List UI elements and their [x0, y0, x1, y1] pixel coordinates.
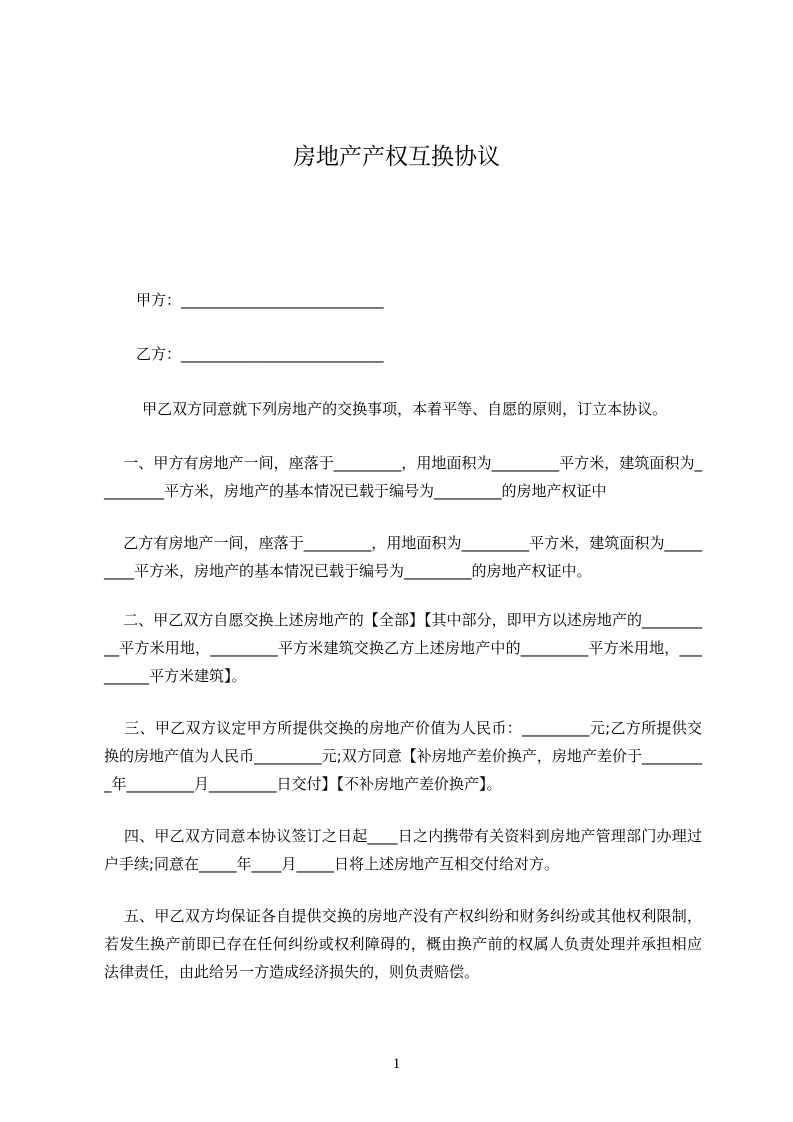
- document-title: 房地产产权互换协议: [293, 144, 500, 170]
- clause-1-party-b: 乙方有房地产一间，座落于_________，用地面积为_________平方米，建筑面积为_________平方米，房地产的基本情况已载于编号为_________的房地产权证中。: [104, 534, 702, 580]
- clause-2: 二、甲乙双方自愿交换上述房地产的【全部】【其中部分，即甲方以述房地产的__________平方米用地，_________平方米建筑交换乙方上述房地产中的_________平方米用地，_________平方米建筑】。: [104, 611, 702, 685]
- intro-paragraph: 甲乙双方同意就下列房地产的交换事项，本着平等、自愿的原则，订立本协议。: [104, 400, 668, 418]
- page-number: 1: [392, 1056, 401, 1072]
- clause-3: 三、甲乙双方议定甲方所提供交换的房地产价值为人民币：_________元;乙方所提供交换的房地产值为人民币_________元;双方同意【补房地产差价换产，房地产差价于_________年_________月_________日交付】【不补房地产差价换产】。: [104, 719, 703, 793]
- party-a-line: 甲方：___________________________: [136, 291, 384, 309]
- clause-1-party-a: 一、甲方有房地产一间，座落于_________，用地面积为_________平方米，建筑面积为_________平方米，房地产的基本情况已载于编号为_________的房地产权证中: [104, 454, 702, 500]
- clause-5: 五、甲乙双方均保证各自提供交换的房地产没有产权纠纷和财务纠纷或其他权利限制，若发生换产前即已存在任何纠纷或权利障碍的，概由换产前的权属人负责处理并承担相应法律责任，由此给另一方造成经济损失的，则负责赔偿。: [104, 907, 702, 981]
- party-b-line: 乙方：___________________________: [136, 345, 384, 363]
- clause-4: 四、甲乙双方同意本协议签订之日起____日之内携带有关资料到房地产管理部门办理过户手续;同意在_____年____月_____日将上述房地产互相交付给对方。: [104, 827, 702, 873]
